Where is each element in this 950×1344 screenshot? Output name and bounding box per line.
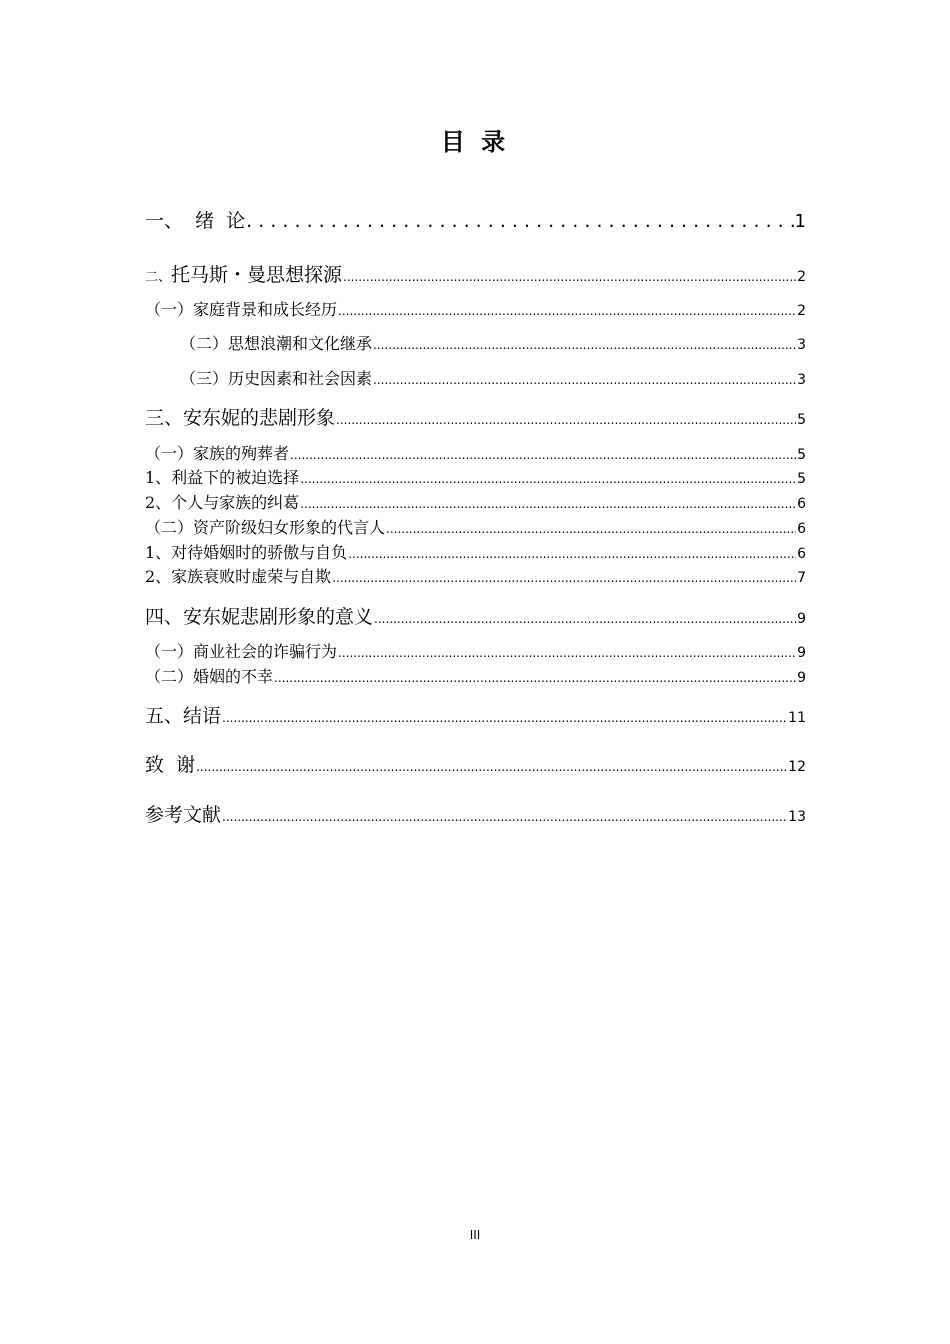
toc-entry-page: 5 [797,412,806,428]
dot-leader [336,413,796,427]
dot-leader [222,810,787,824]
toc-entry-label: （二）思想浪潮和文化继承 [180,334,373,353]
toc-entry-chapter-5[interactable] [145,701,806,728]
toc-entry-label: 一、 绪 论 [145,210,246,232]
dot-leader [196,760,787,774]
toc-entry-3-1[interactable] [145,441,806,464]
dot-leader [246,210,793,232]
toc-entry-2-1[interactable] [145,297,806,320]
toc-title: 目 录 [440,128,510,156]
dot-leader [274,671,796,685]
toc-entry-label: 2、家族衰败时虚荣与自欺 [145,567,332,586]
dot-leader [374,612,796,626]
toc-entry-label: 托马斯・曼思想探源 [171,264,343,286]
toc-entry-page: 9 [797,670,806,686]
toc-entry-chapter-4[interactable] [145,602,806,629]
dot-leader [290,448,796,462]
toc-entry-acknowledgements[interactable] [145,750,806,777]
toc-entry-3-1-2[interactable] [145,490,806,513]
toc-entry-page: 6 [797,521,806,537]
toc-entry-label: 致 谢 [145,754,196,776]
toc-entry-label: （二）婚姻的不幸 [145,667,274,686]
toc-entry-page: 5 [797,471,806,487]
toc-entry-page: 6 [797,496,806,512]
toc-entry-label: （一）家族的殉葬者 [145,444,290,463]
page-number-footer: III [469,1228,481,1242]
toc-entry-label: （一）家庭背景和成长经历 [145,300,338,319]
toc-entry-chapter-2[interactable] [145,260,806,287]
toc-entry-references[interactable] [145,800,806,827]
toc-entry-page: 5 [797,447,806,463]
toc-entry-intro[interactable] [145,206,806,233]
toc-entry-label: （一）商业社会的诈骗行为 [145,642,338,661]
toc-entry-3-1-1[interactable] [145,465,806,488]
dot-leader [300,497,796,511]
toc-entry-page: 2 [797,269,806,285]
toc-entry-2-2[interactable] [180,331,806,354]
toc-entry-3-2[interactable] [145,515,806,538]
toc-entry-2-3[interactable] [180,366,806,389]
toc-entry-page: 3 [797,372,806,388]
toc-entry-page: 3 [797,337,806,353]
dot-leader [338,304,796,318]
toc-entry-label: 2、个人与家族的纠葛 [145,493,300,512]
toc-entry-page: 6 [797,546,806,562]
toc-entry-page: 9 [797,611,806,627]
toc-entry-label: 三、安东妮的悲剧形象 [145,407,336,429]
toc-entry-3-2-2[interactable] [145,564,806,587]
toc-entry-page: 13 [788,809,806,825]
toc-entry-prefix: 二、 [145,270,172,285]
toc-entry-4-1[interactable] [145,639,806,662]
dot-leader [338,646,796,660]
toc-entry-label: （二）资产阶级妇女形象的代言人 [145,518,386,537]
toc-entry-3-2-1[interactable] [145,540,806,563]
dot-leader [386,522,796,536]
dot-leader [332,571,796,585]
toc-entry-page: 11 [788,710,806,726]
toc-entry-4-2[interactable] [145,664,806,687]
toc-entry-label: 1、利益下的被迫选择 [145,468,300,487]
toc-entry-page: 7 [797,570,806,586]
toc-entry-label: （三）历史因素和社会因素 [180,369,373,388]
toc-entry-page: 12 [788,759,806,775]
toc-entry-label: 参考文献 [145,804,222,826]
dot-leader [222,711,787,725]
toc-entry-page: 2 [797,303,806,319]
toc-entry-chapter-3[interactable] [145,403,806,430]
toc-entry-label: 四、安东妮悲剧形象的意义 [145,606,374,628]
dot-leader [373,338,796,352]
toc-entry-page: 1 [794,211,806,232]
dot-leader [300,472,796,486]
dot-leader [343,270,796,284]
toc-entry-page: 9 [797,645,806,661]
dot-leader [348,547,796,561]
dot-leader [373,373,796,387]
toc-entry-label: 1、对待婚姻时的骄傲与自负 [145,543,348,562]
toc-entry-label: 五、结语 [145,705,222,727]
